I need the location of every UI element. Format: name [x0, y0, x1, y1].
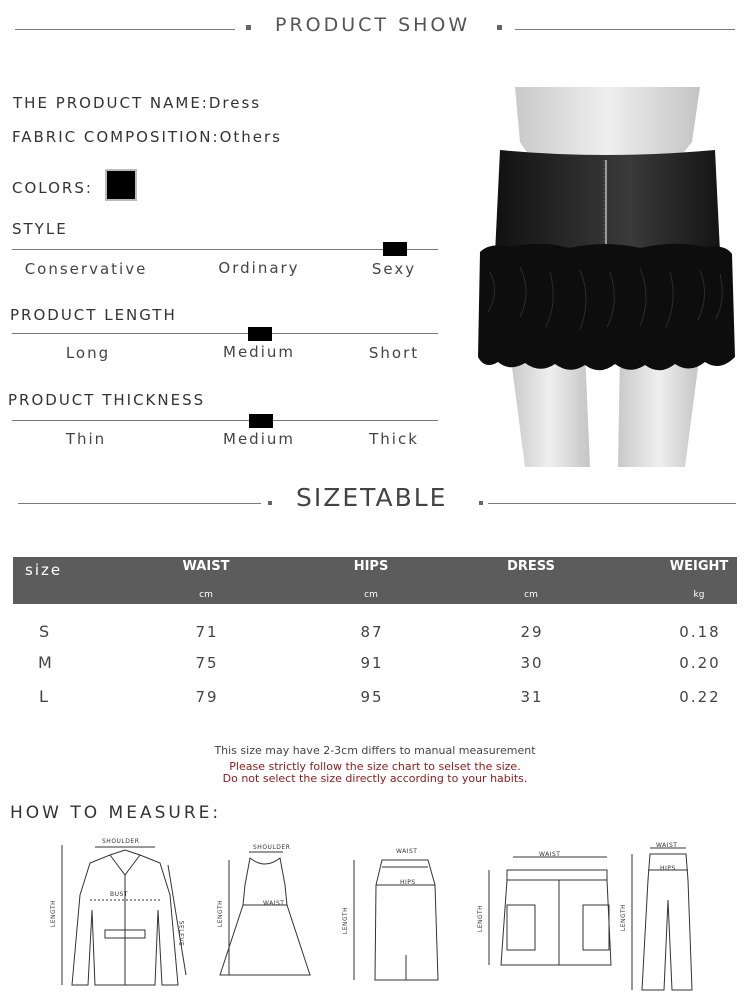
style-option-ordinary: Ordinary: [218, 259, 300, 277]
label-shoulder: SHOULDER: [102, 838, 140, 845]
jacket-outline-icon: [50, 835, 200, 995]
row-waist: 79: [195, 688, 219, 706]
label-waist: WAIST: [656, 842, 678, 849]
mini-skirt-outline-icon: [475, 845, 615, 975]
col-header-waist: WAIST: [182, 559, 230, 574]
row-weight: 0.20: [679, 654, 721, 672]
header-dot-right: [497, 25, 502, 30]
label-shoulder: SHOULDER: [253, 844, 291, 851]
size-warning-1: Please strictly follow the size chart to selset the size.: [229, 760, 521, 773]
label-length: LENGTH: [620, 903, 628, 932]
length-option-short: Short: [368, 344, 420, 362]
length-scale-line: [12, 333, 438, 334]
row-dress: 29: [520, 623, 544, 641]
row-hips: 95: [360, 688, 384, 706]
label-hips: HIPS: [660, 865, 676, 872]
style-scale-line: [12, 249, 438, 250]
measure-diagram-jacket: [50, 835, 200, 995]
sizetable-dot-right: [479, 501, 483, 505]
thickness-option-thick: Thick: [369, 430, 419, 448]
row-waist: 71: [195, 623, 219, 641]
product-name-row: [13, 94, 261, 112]
row-dress: 31: [520, 688, 544, 706]
sizetable-rule-left: [18, 503, 261, 504]
col-header-hips: HIPS: [353, 559, 389, 574]
color-swatch-black[interactable]: [105, 169, 137, 201]
style-option-conservative: Conservative: [24, 260, 148, 278]
unit-hips: cm: [364, 590, 378, 600]
label-waist: WAIST: [396, 848, 418, 855]
sizetable-dot-left: [268, 501, 272, 505]
unit-waist: cm: [199, 590, 213, 600]
label-length: LENGTH: [477, 904, 485, 933]
page-title: PRODUCT SHOW: [275, 14, 471, 36]
row-hips: 87: [360, 623, 384, 641]
col-header-weight: WEIGHT: [669, 559, 729, 574]
length-option-medium: Medium: [223, 343, 295, 361]
unit-dress: cm: [524, 590, 538, 600]
fabric-row: [12, 128, 282, 146]
measure-diagram-dress: [215, 840, 315, 990]
label-bust: BUST: [110, 891, 128, 898]
measure-title: HOW TO MEASURE:: [10, 803, 222, 823]
style-scale-marker: [383, 242, 407, 256]
row-hips: 91: [360, 654, 384, 672]
skirt-image: [470, 82, 745, 472]
length-scale-marker: [248, 327, 272, 341]
colors-label: COLORS:: [12, 179, 93, 197]
unit-weight: kg: [693, 590, 705, 600]
size-table-header: [13, 557, 737, 604]
length-option-long: Long: [65, 344, 111, 362]
label-length: LENGTH: [342, 906, 350, 935]
row-weight: 0.22: [679, 688, 721, 706]
label-length: LENGTH: [217, 899, 225, 928]
label-waist: WAIST: [539, 851, 561, 858]
fabric-label: FABRIC COMPOSITION:: [12, 128, 220, 146]
row-size: M: [38, 653, 52, 672]
header-rule-right: [515, 29, 735, 30]
measure-diagram-mini-skirt: [475, 845, 615, 975]
header-dot-left: [246, 25, 251, 30]
length-title: PRODUCT LENGTH: [10, 306, 177, 324]
product-name-label: THE PRODUCT NAME:: [13, 94, 209, 112]
style-title: STYLE: [12, 220, 68, 238]
pants-outline-icon: [620, 840, 715, 995]
dress-outline-icon: [215, 840, 315, 990]
thickness-scale-line: [12, 420, 438, 421]
label-length: LENGTH: [50, 899, 58, 928]
thickness-title: PRODUCT THICKNESS: [8, 391, 206, 409]
product-name-value: Dress: [208, 94, 262, 112]
measure-diagram-pants: [620, 840, 715, 995]
row-waist: 75: [195, 654, 219, 672]
row-size: L: [39, 687, 48, 706]
row-size: S: [39, 622, 50, 641]
header-rule-left: [15, 29, 235, 30]
row-dress: 30: [520, 654, 544, 672]
sizetable-title: SIZETABLE: [296, 483, 448, 512]
thickness-option-medium: Medium: [223, 430, 295, 448]
style-option-sexy: Sexy: [371, 260, 417, 278]
size-warning-2: Do not select the size directly according to your habits.: [222, 772, 528, 785]
product-photo: [470, 82, 745, 472]
fabric-value: Others: [219, 128, 282, 146]
size-note: This size may have 2-3cm differs to manual measurement: [214, 744, 536, 757]
col-header-size: size: [25, 561, 63, 579]
col-header-dress: DRESS: [507, 559, 555, 574]
thickness-scale-marker: [249, 414, 273, 428]
row-weight: 0.18: [679, 623, 721, 641]
skirt-outline-icon: [340, 845, 440, 990]
label-selleve: SELEVE: [177, 920, 185, 947]
measure-diagram-skirt: [340, 845, 440, 990]
label-hips: HIPS: [400, 879, 416, 886]
sizetable-rule-right: [488, 503, 736, 504]
label-waist: WAIST: [263, 900, 285, 907]
thickness-option-thin: Thin: [65, 430, 107, 448]
